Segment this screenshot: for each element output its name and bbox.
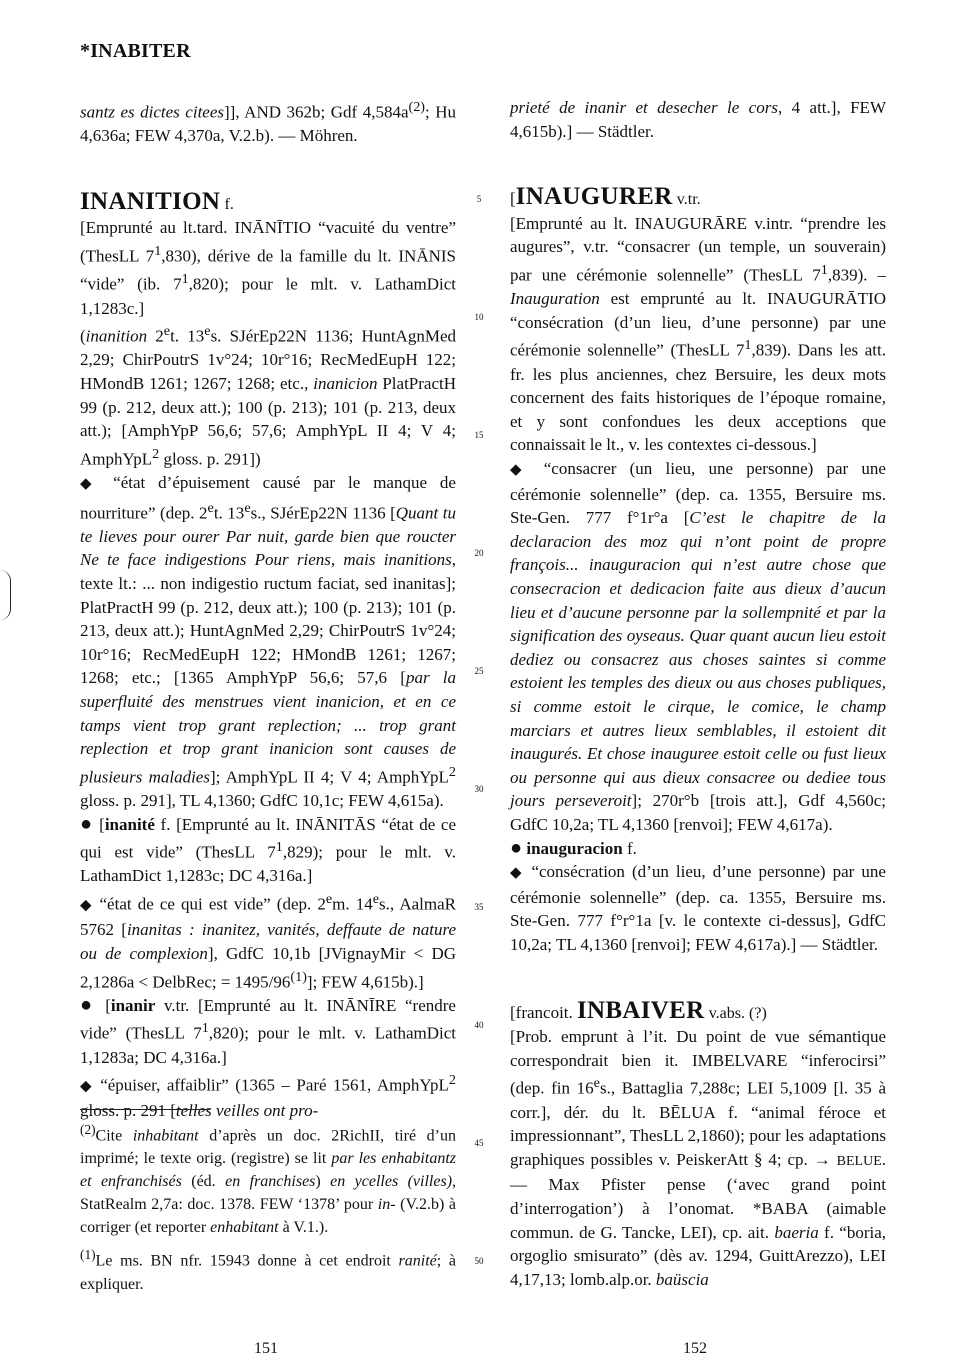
attestation-list: (inanition 2et. 13es. SJérEp22N 1136; HuntAgnMed 2,29; ChirPoutrS 1v°24; 10r°16; RecMedEupH 122; HMondB 1261; 1267; 1268; etc., inanicion PlatPractH 99 (p. 212, deux att.); 100 (p. 213); 101 (p. 213, deux att.); [AmphYpP 56,6; 57,6; AmphYpL II 4; V 4; AmphYpL$^2$ gloss. p. 291]): [80, 323, 457, 469]
page-number-left: 151: [254, 1340, 278, 1357]
etymology-paragraph: [Prob. emprunt à l’it. Du point de vue sémantique correspondrait bien it. IMBELVARE “inferocirsi” (dep. fin 16es., Battaglia 7,288c; LEI 5,1009 [l. 35 à corr.], dér. du lt. BĒLUA f. “animal féroce et impressionnant”, ThesLL 2,1860); pour les adaptations graphiques possibles v. PeiskerAtt § 4; cp. → BELUE. — Max Pfister pense (‘avec grand point d’interrogation’) à l’onomat. *BABA (aimable commun. de G. Tancke, LEI), cp. ait. baeria f. “boria, orgoglio smisurato” (dès av. 1294, GuittArezzo), LEI 4,17,13; lomb.alp.or. baüscia: [510, 1027, 887, 1289]
line-number: 10: [474, 312, 484, 322]
left-column: [80, 96, 456, 1123]
etymology-paragraph: [Emprunté au lt.tard. INĀNĪTIO “vacuité du ventre” (ThesLL $7^1,830$), dérive de la famille du lt. INĀNIS “vide” (ib. $7^1,820$); pour le mlt. v. LathamDict 1,1283c.]: [80, 218, 456, 318]
sense-paragraph: ◆ “état d’épuisement causé par le manque de nourriture” (dep. 2et. 13es., SJérEp22N 1136 [Quant tu te lieves pour ourer Par nuit, garde bien que roucter Ne te face indigestions Pour riens, mais inanitions, texte lt.: ... non indigestio ructum faciat, sed inanitas]; PlatPractH 99 (p. 212, deux att.); 100 (p. 213); 101 (p. 213, deux att.); HuntAgnMed 2,29; ChirPoutrS 1v°24; 10r°16; RecMedEupH 122; HMondB 1261; 1267; 1268; etc.; [1365 AmphYpP 56,6; 57,6 [par la superfluité des menstrues vient inanicion, et en ce tamps vient trop grant replection; ... trop grant replection et trop grant inanicion sont causes de plusieurs maladies]; AmphYpL II 4; V 4; AmphYpL$^2$ gloss. p. 291], TL 4,1360; GdfC 10,1c; FEW 4,615a).: [80, 473, 456, 811]
line-number: 5: [476, 194, 482, 204]
line-number: 50: [474, 1256, 484, 1266]
sense-paragraph: ◆ “épuiser, affaiblir” (1365 – Paré 1561, AmphYpL$^2$ gloss. p. 291 [telles veilles ont pro-: [80, 1072, 456, 1121]
subentry-inanir: ● [inanir v.tr. [Emprunté au lt. INĀNĪRE “rendre vide” (ThesLL $7^1,820$); pour le mlt. v. LathamDict 1,1283a; DC 4,316a.]: [80, 993, 456, 1067]
sense-paragraph: ◆ “consacrer (un lieu, une personne) par une cérémonie solennelle” (dep. ca. 1355, Bersuire ms. Ste-Gen. 777 f°1r°a [C’est le chapitre de la declaracion des moz qui n’ont point de propre françois... inauguracion qui n’est autre chose que consecracion et dedicacion faite aus dieux d’aucun lieu et d’aucune personne par la sollempnité et par la signification des oyseaus. Quar quant aucun lieu estoit dediez ou consacrez aus choses saintes si comme estoient les temples des dieux ou aus choses publiques, si comme estoit le cirque, le comice, le champ marciars et autres lieux semblables, il estoient dit inaugurés. Et chose inauguree estoit celle ou fust lieux ou personne qui aus dieux consacree ou dediee tous jours perseveroit]; 270r°b [trois att.], Gdf 4,560c; GdfC 10,2a; TL 4,1360 [renvoi]; FEW 4,617a).: [510, 459, 886, 834]
running-head: *INABITER: [80, 40, 191, 62]
sense-paragraph: ◆ “état de ce qui est vide” (dep. 2em. 14es., AalmaR 5762 [inanitas : inanitez, vanités, deffaute de nature ou de complexion], GdfC 10,1b [JVignayMir < DG 2,1286a < DelbRec; = $1495/96^{(1)}$]; FEW 4,615b).]: [80, 891, 457, 992]
right-continuation: prieté de inanir et desecher le cors, 4 att.], FEW 4,615b).] — Städtler.: [510, 98, 886, 141]
subentry-inanite: ● [inanité f. [Emprunté au lt. INĀNITĀS “état de ce qui est vide” (ThesLL $7^1,829$); pour le mlt. v. LathamDict 1,1283c; DC 4,316a.]: [80, 812, 456, 886]
line-number: 40: [474, 1020, 484, 1030]
etymology-paragraph: [Emprunté au lt. INAUGURĀRE v.intr. “prendre les augures”, v.tr. “consacrer (un temple, un souverain) par une cérémonie solennelle” (ThesLL $7^1,839$). – Inauguration est emprunté au lt. INAUGURĀTIO “consécration (d’un lieu, d’une personne) par une cérémonie solennelle” (ThesLL $7^1,839$). Dans les att. fr. les plus anciennes, chez Bersuire, les deux mots concernent des faits historiques de l’époque romaine, et y sont confondues les deux acceptions que connaissait le lt., v. les contextes ci-dessous.]: [510, 213, 886, 455]
line-number: 20: [474, 548, 484, 558]
footnote-2: $^{(2)}$Cite inhabitant d’après un doc. 2RichII, tiré d’un imprimé; le texte orig. (registre) se lit par les enhabitantz et enfranchisés (éd. en franchises) en ycelles (villes), StatRealm 2,7a: doc. 1378. FEW ‘1378’ pour in- (V.2.b) à corriger (et reporter enhabitant à V.1.).: [80, 1122, 457, 1237]
entry-headword-inanition: INANITION f.: [80, 187, 234, 215]
footnote-separator: [80, 1109, 210, 1110]
left-continuation: santz es dictes citees]], AND 362b; Gdf $4,584a^{(2)}$; Hu 4,636a; FEW 4,370a, V.2.b). — Möhren.: [80, 99, 457, 146]
scan-edge-mark: [0, 570, 11, 620]
line-number: 45: [474, 1138, 484, 1148]
subentry-inauguracion: ● inauguracion f.: [510, 836, 637, 859]
entry-headword-inaugurer: [INAUGURER v.tr.: [510, 183, 701, 211]
right-column: [510, 96, 886, 1291]
page-number-right: 152: [683, 1340, 707, 1357]
line-number: 25: [474, 666, 484, 676]
line-number: 15: [474, 430, 484, 440]
footnote-1: $^{(1)}$Le ms. BN nfr. 15943 donne à cet endroit ranité; à expliquer.: [80, 1247, 457, 1293]
sense-paragraph: ◆ “consécration (d’un lieu, d’une personne) par une cérémonie solennelle” (dep. ca. 1355, Bersuire ms. Ste-Gen. 777 f°r°1a [v. le contexte ci-dessus], GdfC 10,2a; TL 4,1360 [renvoi]; FEW 4,617a).] — Städtler.: [510, 862, 886, 954]
footnotes: [80, 1118, 456, 1296]
line-number: 30: [474, 784, 484, 794]
line-number: 35: [474, 902, 484, 912]
entry-headword-inbaiver: [francoit. INBAIVER v.abs. (?): [510, 996, 767, 1024]
